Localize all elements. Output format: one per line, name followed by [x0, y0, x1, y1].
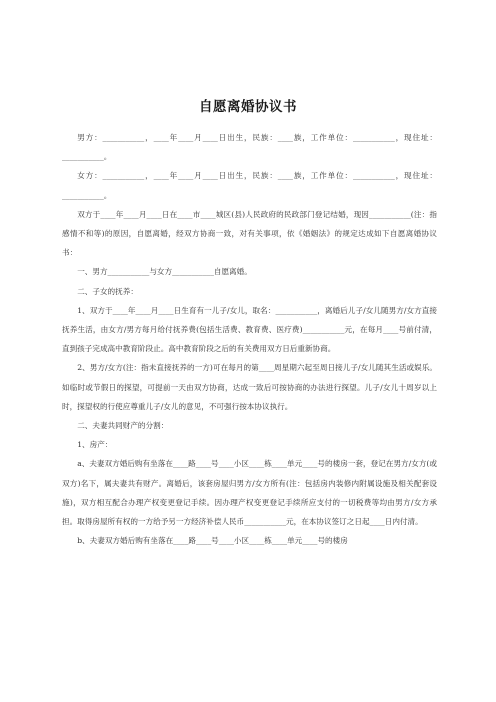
heading-property-division: 二、夫妻共同财产的分割：: [77, 421, 169, 431]
paragraph-wife-info: 女方：___________，____年____月____日出生，民族：____族，工作单位：___________，现住址：___________。: [62, 171, 437, 200]
clause-voluntary-divorce: 一、男方___________与女方___________自愿离婚。: [77, 267, 252, 277]
clause-property-a: a、夫妻双方婚后购有坐落在____路____号____小区____栋____单元____号的楼房一套，登记在男方/女方(或双方)名下，属夫妻共有财产。离婚后，该套房屋归男方/女方所有(注：包括房内装修内附属设施及相关配套设施)，双方相互配合办理产权变更登记手续。因办理产权变更登记手续所应支付的一切税费等均由男方/女方承担。取得房屋所有权的一方给予另一方经济补偿人民币___________元，在本协议签订之日起____日内付清。: [62, 459, 437, 527]
clause-property-b: b、夫妻双方婚后购有坐落在____路____号____小区____栋____单元____号的楼房: [77, 536, 348, 546]
heading-real-estate: 1、房产：: [77, 440, 113, 450]
document-title: 自愿离婚协议书: [199, 99, 297, 115]
document-body: [62, 128, 437, 550]
clause-child-support: 1、双方于____年____月____日生育有一儿子/女儿，取名：___________，离婚后儿子/女儿随男方/女方直接抚养生活，由女方/男方每月给付抚养费(包括生活费、教育费、医疗费)___________元，在每月____号前付清，直到孩子完成高中教育阶段止。高中教育阶段之后的有关费用双方日后重新协商。: [62, 305, 437, 354]
clause-visitation: 2、男方/女方(注：指未直接抚养的一方)可在每月的第____周星期六起至周日接儿子/女儿随其生活或娱乐。如临时或节假日的探望，可提前一天由双方协商，达成一致后可按协商的办法进行探望。儿子/女儿十周岁以上时，探望权的行使应尊重儿子/女儿的意见，不可强行按本协议执行。: [62, 363, 437, 411]
heading-child-custody: 二、子女的抚养：: [77, 286, 138, 296]
paragraph-preamble: 双方于____年____月____日在____市____城区(县)人民政府的民政部门登记结婚，现因___________(注：指感情不和等)的原因，自愿离婚，经双方协商一致，对有关事项，依《婚姻法》的规定达成如下自愿离婚协议书：: [62, 209, 437, 258]
paragraph-husband-info: 男方：___________，____年____月____日出生，民族：____族，工作单位：___________，现住址：___________。: [62, 133, 437, 162]
